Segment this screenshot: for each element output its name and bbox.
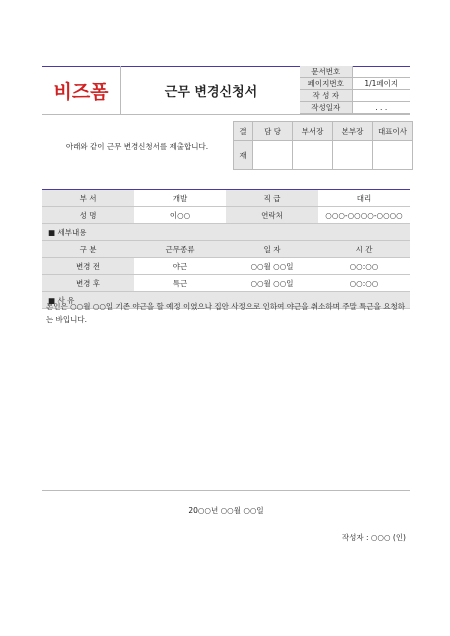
meta-value: . . . [352, 102, 410, 114]
contact-value: ○○○-○○○○-○○○○ [318, 207, 410, 224]
reason-section-title: ■ 사 유 [42, 292, 410, 309]
document-title: 근무 변경신청서 [120, 66, 301, 114]
writer-signature: 작성자 : ○○○ (인) [341, 533, 406, 542]
approval-sign-box[interactable] [373, 141, 413, 170]
footer-divider [42, 490, 410, 491]
detail-header: 구 분 [42, 241, 134, 258]
detail-header: 근무종류 [134, 241, 226, 258]
table-row [42, 224, 410, 241]
dept-label: 부 서 [42, 190, 134, 207]
meta-label: 작성일자 [300, 102, 352, 114]
document-meta-table [300, 66, 410, 114]
meta-value [352, 66, 410, 78]
table-row [42, 207, 410, 224]
dept-value: 개발 [134, 190, 226, 207]
detail-header: 일 자 [226, 241, 318, 258]
work-type-cell: 야근 [134, 258, 226, 275]
time-cell: ○○:○○ [318, 275, 410, 292]
contact-label: 연락처 [226, 207, 318, 224]
time-cell: ○○:○○ [318, 258, 410, 275]
name-value: 이○○ [134, 207, 226, 224]
meta-label: 페이지번호 [300, 78, 352, 90]
approval-table [233, 121, 413, 170]
meta-value [352, 90, 410, 102]
rank-label: 직 급 [226, 190, 318, 207]
main-form-table [42, 189, 410, 309]
detail-header: 시 간 [318, 241, 410, 258]
table-row [42, 241, 410, 258]
meta-label: 문서번호 [300, 66, 352, 78]
meta-label: 작 성 자 [300, 90, 352, 102]
rank-value: 대리 [318, 190, 410, 207]
company-logo: 비즈폼 [53, 80, 109, 103]
detail-row-label: 변경 전 [42, 258, 134, 275]
approval-header: 본부장 [333, 122, 373, 141]
approval-header: 부서장 [293, 122, 333, 141]
detail-section-title: ■ 세부내용 [42, 224, 410, 241]
approval-sign-box[interactable] [253, 141, 293, 170]
table-row [42, 190, 410, 207]
meta-value: 1/1페이지 [352, 78, 410, 90]
detail-row-label: 변경 후 [42, 275, 134, 292]
table-row [42, 275, 410, 292]
approval-label-bottom: 재 [234, 141, 253, 170]
reason-text: 본인은 ○○월 ○○일 기존 야근을 할 예정 이였으나 집안 사정으로 인하여 야근을 취소하며 주말 특근을 요청하는 바입니다. [46, 302, 405, 324]
table-row [42, 258, 410, 275]
date-cell: ○○월 ○○일 [226, 258, 318, 275]
date-cell: ○○월 ○○일 [226, 275, 318, 292]
approval-label-top: 결 [234, 122, 253, 141]
intro-text: 아래와 같이 근무 변경신청서를 제출합니다. [65, 141, 209, 151]
approval-sign-box[interactable] [333, 141, 373, 170]
work-type-cell: 특근 [134, 275, 226, 292]
submission-date: 20○○년 ○○월 ○○일 [188, 506, 264, 515]
approval-header: 대표이사 [373, 122, 413, 141]
approval-header: 담 당 [253, 122, 293, 141]
header-divider [42, 114, 410, 115]
approval-sign-box[interactable] [293, 141, 333, 170]
name-label: 성 명 [42, 207, 134, 224]
